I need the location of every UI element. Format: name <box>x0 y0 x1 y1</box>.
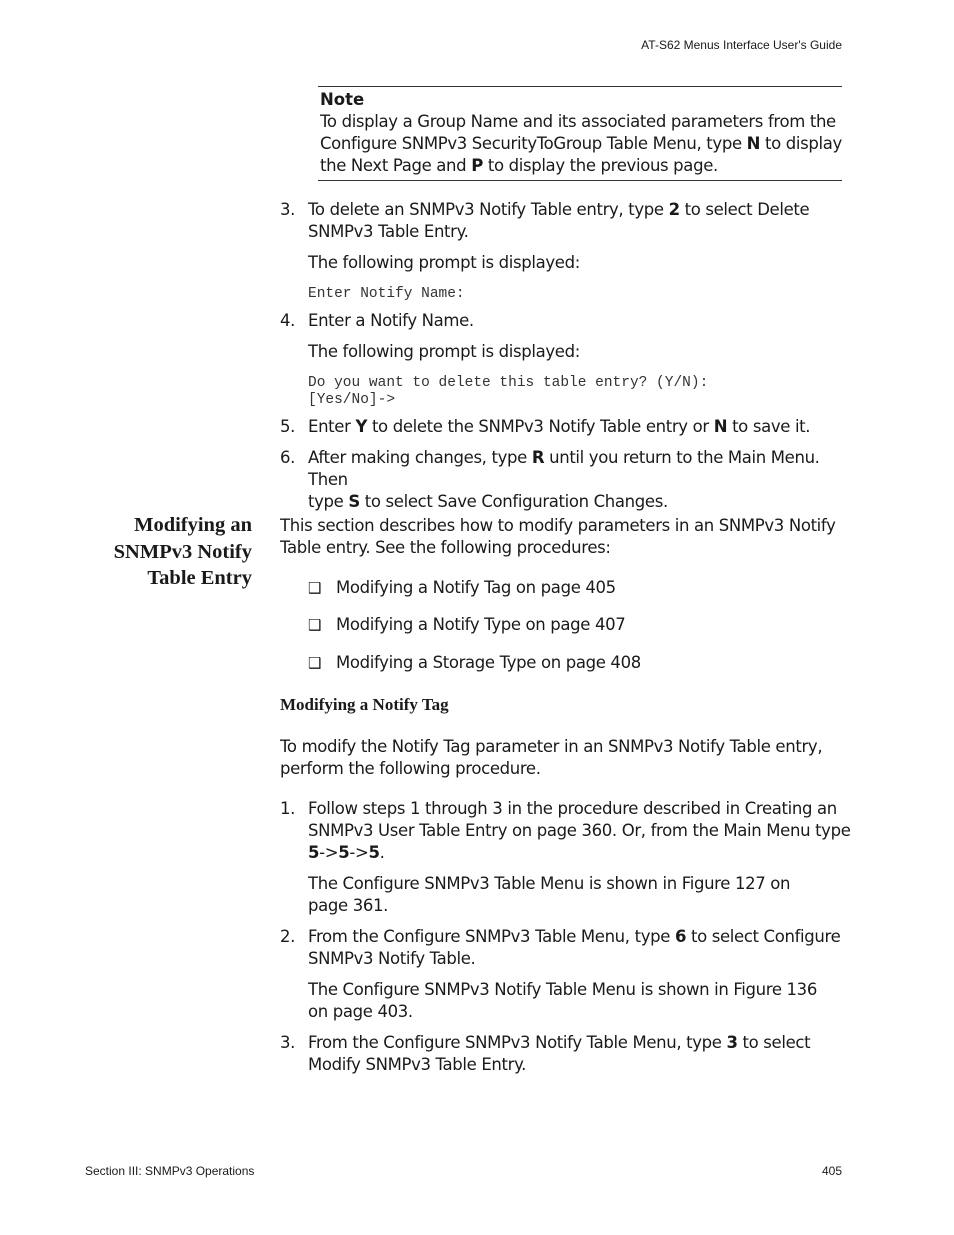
section-intro: This section describes how to modify parameters in an SNMPv3 Notify Table entry. See the following procedures: <box>280 516 836 557</box>
note-line: Configure SNMPv3 SecurityToGroup Table Menu, type N to display <box>320 134 842 153</box>
step-text: After making changes, type R until you return to the Main Menu. Then type S to select Save Configuration Changes. <box>308 448 820 511</box>
step-result: The Configure SNMPv3 Notify Table Menu is shown in Figure 136 on page 403. <box>308 980 817 1021</box>
checkbox-bullet-icon: ❑ <box>308 579 322 597</box>
step-2-modify <box>280 926 841 968</box>
step-3-delete <box>280 199 810 241</box>
step-text: From the Configure SNMPv3 Notify Table Menu, type 3 to select Modify SNMPv3 Table Entry. <box>308 1033 811 1074</box>
subsection-intro: To modify the Notify Tag parameter in an SNMPv3 Notify Table entry, perform the following procedure. <box>280 737 823 778</box>
running-header: AT-S62 Menus Interface User's Guide <box>641 38 842 52</box>
step-1-modify <box>280 798 851 862</box>
step-text: From the Configure SNMPv3 Table Menu, type 6 to select Configure SNMPv3 Notify Table. <box>308 927 841 968</box>
note-title: Note <box>320 90 365 109</box>
list-item-text: Modifying a Notify Tag on page 405 <box>336 578 616 597</box>
note-box <box>318 86 842 181</box>
step-number: 5. <box>280 417 296 436</box>
step-number: 1. <box>280 799 296 818</box>
step-text: Enter a Notify Name. <box>308 311 474 330</box>
prompt-intro: The following prompt is displayed: <box>308 253 580 272</box>
step-6-delete <box>280 447 820 511</box>
step-number: 6. <box>280 448 296 467</box>
step-text: Follow steps 1 through 3 in the procedure described in Creating an SNMPv3 User Table Entry on page 360. Or, from the Main Menu type 5->5->5. <box>308 799 851 862</box>
step-3-modify <box>280 1032 811 1074</box>
step-4-delete <box>280 310 474 332</box>
step-number: 2. <box>280 927 296 946</box>
step-result: The Configure SNMPv3 Table Menu is shown in Figure 127 on page 361. <box>308 874 791 915</box>
subsection-heading: Modifying a Notify Tag <box>280 695 449 714</box>
note-line: the Next Page and P to display the previous page. <box>320 156 718 175</box>
list-item <box>308 614 625 636</box>
list-item <box>308 577 616 599</box>
checkbox-bullet-icon: ❑ <box>308 654 322 672</box>
prompt-intro: The following prompt is displayed: <box>308 342 580 361</box>
step-5-delete <box>280 416 811 438</box>
list-item <box>308 652 641 674</box>
step-number: 3. <box>280 200 296 219</box>
note-body <box>320 111 842 177</box>
code-prompt: Enter Notify Name: <box>308 286 465 302</box>
section-heading: Modifying an SNMPv3 Notify Table Entry <box>113 514 252 589</box>
step-number: 3. <box>280 1033 296 1052</box>
code-prompt: Do you want to delete this table entry? (Y/N): [Yes/No]-> <box>308 375 709 408</box>
page-number: 405 <box>821 1164 842 1178</box>
footer-section: Section III: SNMPv3 Operations <box>85 1164 255 1178</box>
note-line: To display a Group Name and its associated parameters from the <box>320 112 836 131</box>
list-item-text: Modifying a Notify Type on page 407 <box>336 615 626 634</box>
step-text: To delete an SNMPv3 Notify Table entry, type 2 to select Delete SNMPv3 Table Entry. <box>308 200 810 241</box>
checkbox-bullet-icon: ❑ <box>308 616 322 634</box>
step-text: Enter Y to delete the SNMPv3 Notify Table entry or N to save it. <box>308 417 811 436</box>
step-number: 4. <box>280 311 296 330</box>
list-item-text: Modifying a Storage Type on page 408 <box>336 653 641 672</box>
